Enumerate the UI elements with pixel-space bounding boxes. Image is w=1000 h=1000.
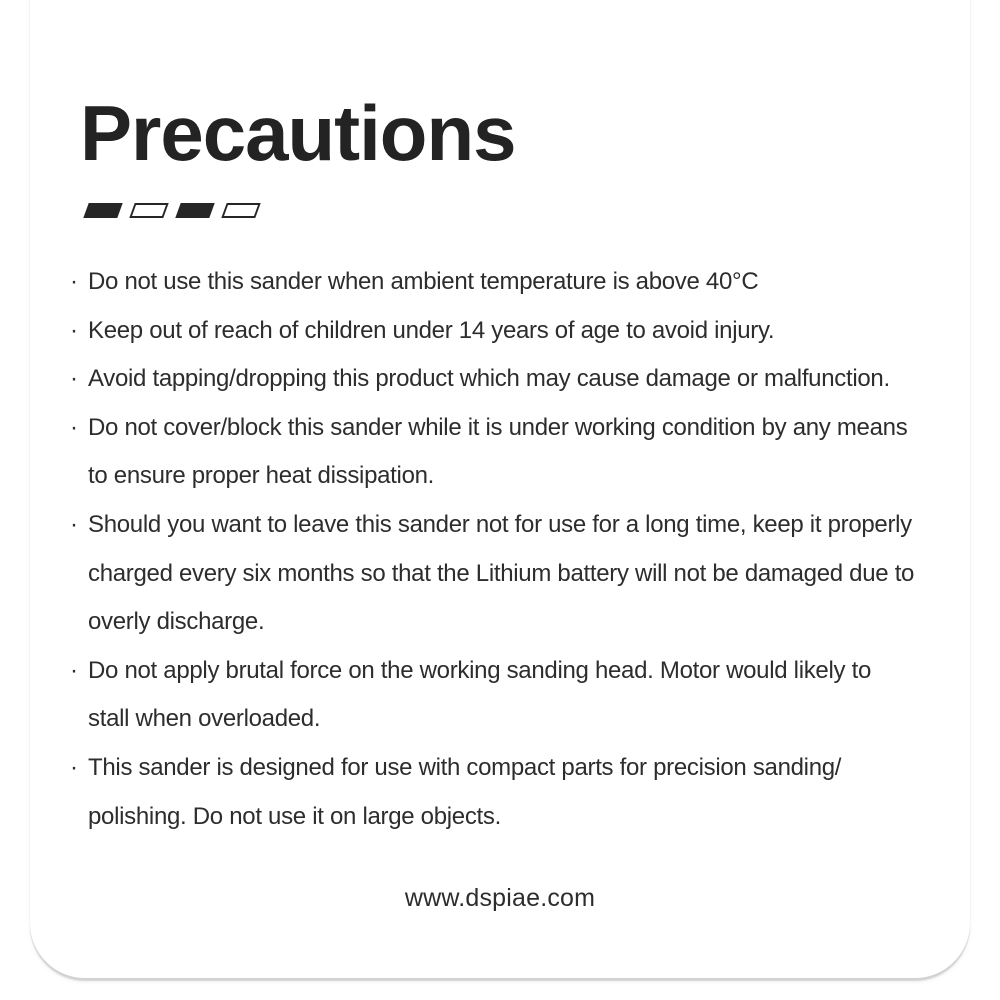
parallelogram-outline-icon — [221, 203, 260, 218]
bullet-dot: · — [70, 656, 78, 684]
precaution-item — [70, 307, 970, 356]
precaution-line: Do not use this sander when ambient temperature is above 40°C — [88, 268, 759, 295]
page-title: Precautions — [80, 89, 516, 177]
precaution-item — [70, 501, 970, 647]
precaution-line: charged every six months so that the Lithium battery will not be damaged due to — [88, 559, 915, 587]
website-url: www.dspiae.com — [404, 884, 596, 912]
precaution-line: Do not apply brutal force on the working sanding head. Motor would likely to — [88, 656, 871, 684]
parallelogram-filled-icon — [83, 203, 122, 218]
bullet-dot: · — [70, 316, 78, 344]
bullet-dot: · — [70, 753, 78, 781]
precaution-list — [70, 258, 970, 841]
precaution-item — [70, 355, 970, 404]
precaution-item — [70, 647, 970, 744]
parallelogram-outline-icon — [129, 203, 168, 218]
precaution-text — [88, 404, 970, 501]
precaution-text — [88, 647, 970, 744]
precaution-line: polishing. Do not use it on large objects. — [88, 802, 501, 830]
bullet-dot: · — [70, 413, 78, 441]
parallelogram-filled-icon — [175, 203, 214, 218]
precaution-text — [88, 258, 970, 307]
bullet-dot: · — [70, 510, 78, 538]
deco-marks — [86, 203, 258, 218]
precaution-line: overly discharge. — [88, 608, 265, 636]
precaution-line: Do not cover/block this sander while it is under working condition by any means — [88, 413, 908, 441]
precaution-text — [88, 307, 970, 356]
precaution-text — [88, 501, 970, 647]
precaution-line: This sander is designed for use with compact parts for precision sanding/ — [88, 753, 842, 781]
precaution-line: Should you want to leave this sander not for use for a long time, keep it properly — [88, 510, 912, 538]
precaution-item — [70, 744, 970, 841]
precaution-text — [88, 355, 970, 404]
precaution-line: Avoid tapping/dropping this product which may cause damage or malfunction. — [88, 365, 890, 393]
precaution-line: to ensure proper heat dissipation. — [88, 462, 435, 490]
bullet-dot: · — [70, 268, 78, 295]
bullet-dot: · — [70, 365, 78, 393]
precaution-line: stall when overloaded. — [88, 705, 321, 733]
precaution-line: Keep out of reach of children under 14 years of age to avoid injury. — [88, 316, 775, 344]
precaution-item — [70, 404, 970, 501]
precaution-item — [70, 258, 970, 307]
precaution-text — [88, 744, 970, 841]
